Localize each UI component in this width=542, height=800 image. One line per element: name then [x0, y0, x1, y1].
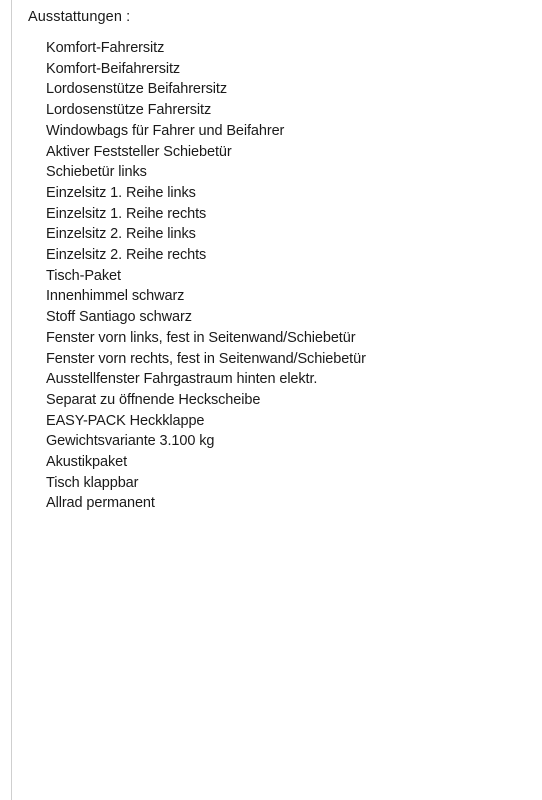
- list-item: Lordosenstütze Beifahrersitz: [46, 81, 227, 98]
- list-item: Stoff Santiago schwarz: [46, 309, 192, 326]
- list-item: Separat zu öffnende Heckscheibe: [46, 391, 261, 408]
- list-item: Einzelsitz 1. Reihe links: [46, 184, 196, 201]
- list-item: Komfort-Beifahrersitz: [46, 60, 181, 77]
- list-item: Akustikpaket: [46, 454, 128, 471]
- list-item: Fenster vorn links, fest in Seitenwand/Schiebetür: [46, 329, 356, 346]
- list-item: Einzelsitz 2. Reihe links: [46, 226, 196, 243]
- list-item: Innenhimmel schwarz: [46, 288, 185, 305]
- list-item: Einzelsitz 2. Reihe rechts: [46, 247, 207, 264]
- equipment-list: [46, 38, 366, 514]
- list-item: Komfort-Fahrersitz: [46, 40, 165, 56]
- list-item: EASY-PACK Heckklappe: [46, 412, 205, 429]
- list-item: Allrad permanent: [46, 495, 155, 512]
- list-item: Einzelsitz 1. Reihe rechts: [46, 205, 207, 222]
- list-item: Tisch klappbar: [46, 474, 139, 491]
- list-item: Ausstellfenster Fahrgastraum hinten elektr.: [46, 371, 318, 388]
- list-item: Gewichtsvariante 3.100 kg: [46, 433, 215, 450]
- list-item: Fenster vorn rechts, fest in Seitenwand/Schiebetür: [46, 350, 366, 367]
- page-edge-line: [11, 0, 12, 800]
- list-item: Schiebetür links: [46, 164, 147, 181]
- list-item: Aktiver Feststeller Schiebetür: [46, 143, 232, 160]
- list-item: Tisch-Paket: [46, 267, 121, 284]
- list-item: Windowbags für Fahrer und Beifahrer: [46, 122, 285, 139]
- section-heading: Ausstattungen :: [28, 9, 131, 25]
- list-item: Lordosenstütze Fahrersitz: [46, 102, 212, 119]
